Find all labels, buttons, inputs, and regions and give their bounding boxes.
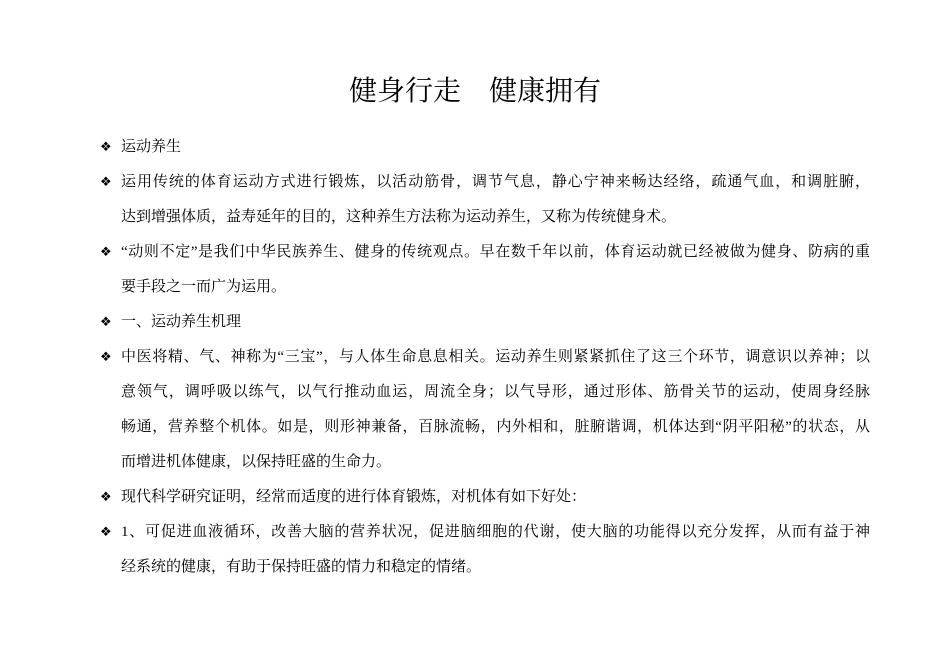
text-line: 一、运动养生机理 [121, 314, 242, 330]
list-item-text [121, 340, 870, 480]
text-line: 达到增强体质，益寿延年的目的，这种养生方法称为运动养生，又称为传统健身术。 [121, 209, 677, 225]
bullet-list [100, 130, 870, 585]
page-title: 健身行走 健康拥有 [348, 76, 601, 107]
bullet-icon: ❖ [100, 140, 112, 155]
list-item [100, 165, 870, 235]
text-line: 中医将精、气、神称为“三宝”，与人体生命息息相关。运动养生则紧紧抓住了这三个环节，调意识以养神；以 [121, 349, 870, 365]
text-line: 1、可促进血液循环，改善大脑的营养状况，促进脑细胞的代谢，使大脑的功能得以充分发挥，从而有益于神 [121, 524, 870, 540]
list-item [100, 515, 870, 585]
text-line: 意领气，调呼吸以练气，以气行推动血运，周流全身；以气导形，通过形体、筋骨关节的运动，使周身经脉 [121, 384, 870, 400]
bullet-icon: ❖ [100, 350, 112, 365]
list-item-text [121, 130, 870, 165]
list-item [100, 340, 870, 480]
list-item-text [121, 515, 870, 585]
text-line: 现代科学研究证明，经常而适度的进行体育锻炼，对机体有如下好处： [121, 489, 587, 505]
text-line: 要手段之一而广为运用。 [121, 279, 287, 295]
list-item [100, 235, 870, 305]
text-line: 而增进机体健康，以保持旺盛的生命力。 [121, 454, 392, 470]
list-item [100, 480, 870, 515]
text-line: 畅通，营养整个机体。如是，则形神兼备，百脉流畅，内外相和，脏腑谐调，机体达到“阴平阳秘”的状态，从 [121, 419, 870, 435]
list-item-text [121, 165, 870, 235]
list-item [100, 130, 870, 165]
bullet-icon: ❖ [100, 315, 112, 330]
text-line: 经系统的健康，有助于保持旺盛的情力和稳定的情绪。 [121, 559, 482, 575]
bullet-icon: ❖ [100, 175, 112, 190]
list-item [100, 305, 870, 340]
text-line: 运用传统的体育运动方式进行锻炼，以活动筋骨，调节气息，静心宁神来畅达经络，疏通气血，和调脏腑， [121, 174, 870, 190]
bullet-icon: ❖ [100, 525, 112, 540]
bullet-icon: ❖ [100, 490, 112, 505]
list-item-text [121, 305, 870, 340]
text-line: “动则不定”是我们中华民族养生、健身的传统观点。早在数千年以前，体育运动就已经被做为健身、防病的重 [121, 244, 870, 260]
text-line: 运动养生 [121, 139, 182, 155]
bullet-icon: ❖ [100, 245, 112, 260]
list-item-text [121, 480, 870, 515]
list-item-text [121, 235, 870, 305]
